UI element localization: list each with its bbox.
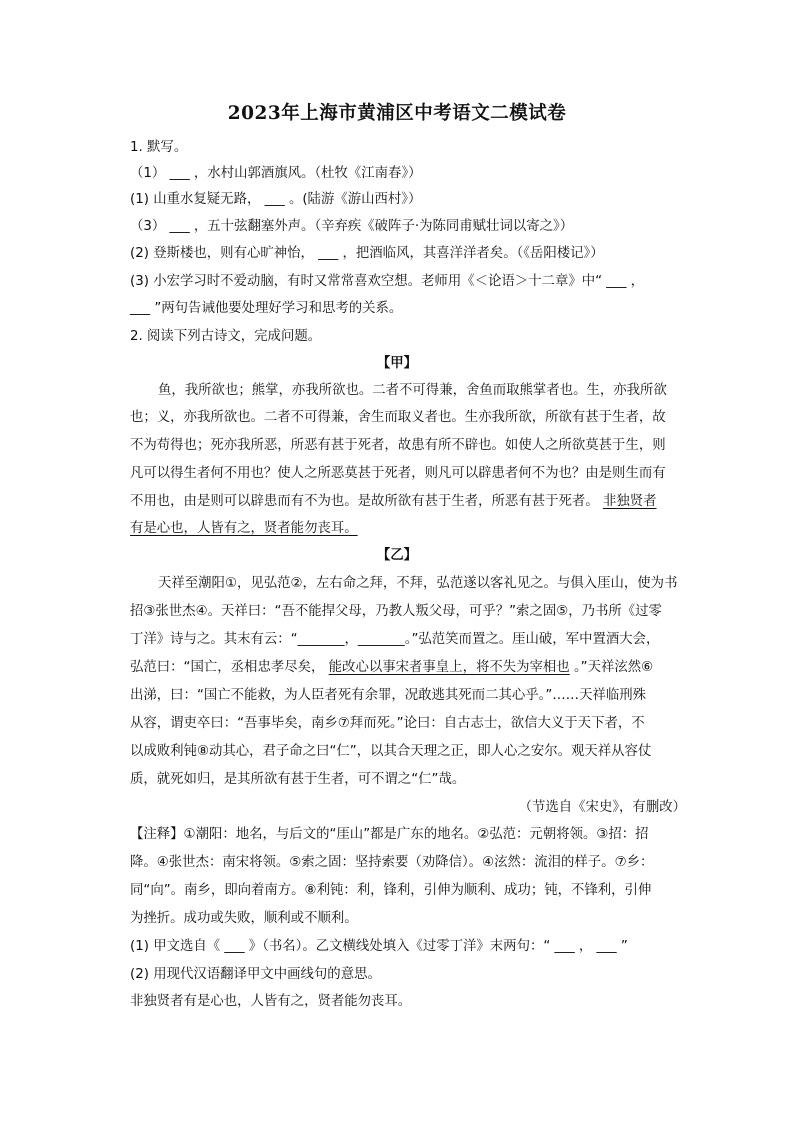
passage-yi-line: 质，就死如归，是其所欲有甚于生者，可不谓之“仁”哉。 (130, 772, 466, 787)
page-title: 2023年上海市黄浦区中考语文二模试卷 (227, 103, 567, 124)
question-1-item: （1） ___ ，水村山郭酒旗风。（杜牧《江南春》） (130, 166, 422, 181)
question-1-item: （3） ___ ，五十弦翻塞外声。（辛弃疾《破阵子·为陈同甫赋壮词以寄之》） (130, 219, 574, 234)
passage-jia-title: 【甲】 (376, 356, 418, 371)
passage-jia-line (130, 519, 358, 539)
passage-text: 。”天祥泫然⑥ (573, 660, 654, 675)
question-1-item: ___ ”两句告诫他要处理好学习和思考的关系。 (130, 301, 403, 316)
passage-jia-line: 不为苟得也；死亦我所恶，所恶有甚于死者，故患有所不辟也。如使人之所欲莫甚于生，则 (130, 438, 666, 453)
passage-yi-line: 从容，谓吏卒曰：“吾事毕矣，南乡⑦拜而死。”论曰：自古志士，欲信大义于天下者，不 (130, 716, 645, 731)
passage-yi-line: 丁洋》诗与之。其末有云：“_______，_______。”弘范笑而置之。厓山破，军中置酒大会， (130, 632, 660, 647)
annotation-line: 【注释】①潮阳：地名，与后文的“厓山”都是广东的地名。②弘范：元朝将领。③招：招 (130, 827, 649, 842)
question-1-item: (2) 登斯楼也，则有心旷神怡， ___ ，把酒临风，其喜洋洋者矣。（《岳阳楼记》） (130, 246, 604, 261)
question-1-heading: 1. 默写。 (130, 140, 188, 155)
passage-yi-line (130, 658, 653, 678)
passage-jia-line (130, 492, 657, 512)
underlined-sentence: 能改心以事宋者事皇上，将不失为宰相也 (328, 660, 570, 675)
passage-yi-line: 出涕，曰：“国亡不能救，为人臣者死有余罪，况敢逃其死而二其心乎。”……天祥临刑殊 (130, 688, 647, 703)
passage-text: 不用也，由是则可以辟患而有不为也。是故所欲有甚于生者，所恶有甚于死者。 (130, 494, 599, 509)
passage-yi-line: 招③张世杰④。天祥曰：“吾不能捍父母，乃教人叛父母，可乎？”索之固⑤，乃书所《过零 (130, 604, 662, 619)
source-citation: （节选自《宋史》，有删改） (518, 800, 686, 815)
passage-yi-line: 天祥至潮阳①，见弘范②，左右命之拜，不拜，弘范遂以客礼见之。与俱入厓山，使为书 (158, 576, 678, 591)
passage-yi-line: 以成败利钝⑧动其心，君子命之曰“仁”，以其合天理之正，即人心之安尔。观天祥从容仗 (130, 744, 652, 759)
annotation-line: 同“向”。南乡，即向着南方。⑧利钝：利，锋利，引伸为顺利、成功；钝，不锋利，引伸 (130, 883, 652, 898)
passage-jia-line: 鱼，我所欲也；熊掌，亦我所欲也。二者不可得兼，舍鱼而取熊掌者也。生，亦我所欲 (158, 383, 667, 398)
annotation-line: 降。④张世杰：南宋将领。⑤索之固：坚持索要（劝降信）。④泫然：流泪的样子。⑦乡： (130, 855, 654, 870)
question-1-item: (3) 小宏学习时不爱动脑，有时又常常喜欢空想。老师用《＜论语＞十二章》中“ ___ ， (130, 274, 645, 289)
passage-jia-line: 也；义，亦我所欲也。二者不可得兼，舍生而取义者也。生亦我所欲，所欲有甚于生者，故 (130, 410, 666, 425)
annotation-line: 为挫折。成功或失败，顺利或不顺利。 (130, 911, 358, 926)
question-2-heading: 2. 阅读下列古诗文，完成问题。 (130, 329, 322, 344)
subquestion: (2) 用现代汉语翻译甲文中画线句的意思。 (130, 967, 381, 982)
passage-text: 弘范曰：“国亡，丞相忠孝尽矣， (130, 660, 325, 675)
question-1-item: (1) 山重水复疑无路， ___ 。(陆游《游山西村》） (130, 192, 422, 207)
passage-yi-title: 【乙】 (376, 548, 418, 563)
subquestion-sentence: 非独贤者有是心也，人皆有之，贤者能勿丧耳。 (130, 994, 412, 1009)
subquestion: (1) 甲文选自《 ___ 》（书名）。乙文横线处填入《过零丁洋》末两句：“ ___ ， ___ ” (130, 939, 628, 954)
passage-jia-line: 凡可以得生者何不用也？使人之所恶莫甚于死者，则凡可以辟患者何不为也？由是则生而有 (130, 466, 666, 481)
underlined-sentence: 有是心也，人皆有之，贤者能勿丧耳。 (130, 521, 358, 536)
underlined-sentence: 非独贤者 (602, 494, 657, 509)
